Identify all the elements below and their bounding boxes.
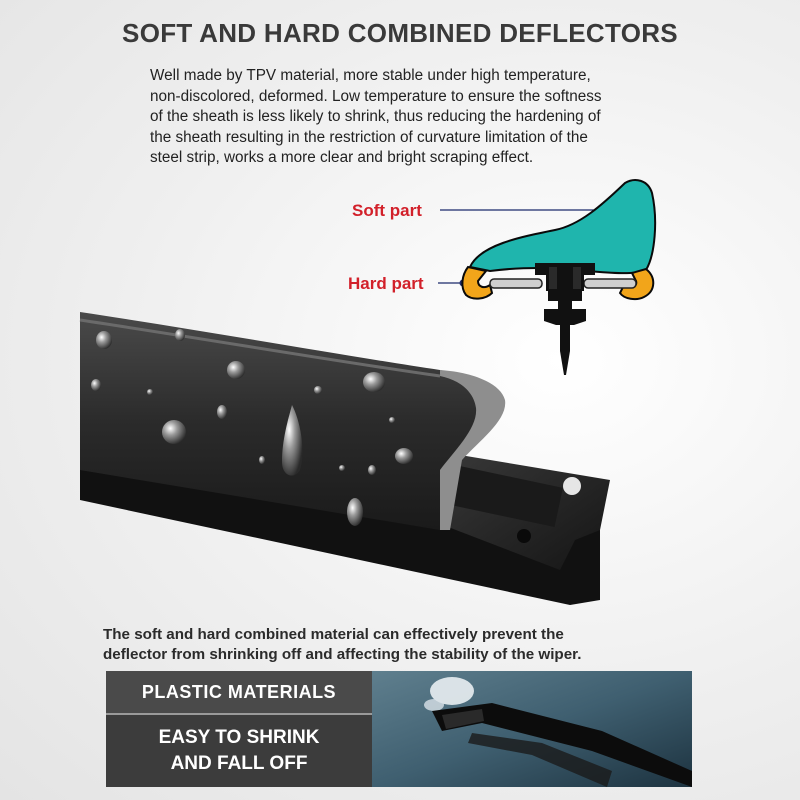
steel-strip-left	[490, 279, 542, 288]
blade-hole	[563, 477, 581, 495]
caption-line: deflector from shrinking off and affecting the stability of the wiper.	[103, 646, 582, 663]
page-title: SOFT AND HARD COMBINED DEFLECTORS	[122, 18, 678, 48]
blade-slot-left	[549, 267, 557, 289]
caption-text	[103, 625, 703, 665]
comparison-panel	[106, 671, 372, 787]
steel-strip-right	[584, 279, 636, 288]
description-line: non-discolored, deformed. Low temperature to ensure the softness	[150, 87, 602, 105]
description-line: Well made by TPV material, more stable under high temperature,	[150, 67, 591, 84]
comparison-heading-text: PLASTIC MATERIALS	[141, 682, 337, 702]
caption-line: The soft and hard combined material can effectively prevent the	[103, 626, 564, 643]
wiper-blade-illustration	[0, 300, 610, 620]
hard-part-left	[462, 267, 492, 299]
description-line: of the sheath is less likely to shrink, thus reducing the hardening of	[150, 108, 601, 125]
comparison-heading	[106, 671, 372, 715]
windshield-photo	[372, 671, 692, 787]
description-line: the sheath resulting in the restriction of curvature limitation of the	[150, 128, 588, 146]
comparison-line: AND FALL OFF	[170, 753, 308, 774]
comparison-body	[106, 725, 372, 777]
description-line: steel strip, works a more clear and bright scraping effect.	[150, 149, 534, 166]
soft-part-label: Soft part	[352, 201, 422, 220]
description-text	[150, 66, 690, 169]
blade-rivet	[517, 529, 531, 543]
hard-part-label: Hard part	[348, 274, 424, 293]
soft-part-shape	[470, 180, 655, 273]
blade-slot-right	[573, 267, 581, 289]
comparison-line: EASY TO SHRINK	[158, 727, 320, 748]
